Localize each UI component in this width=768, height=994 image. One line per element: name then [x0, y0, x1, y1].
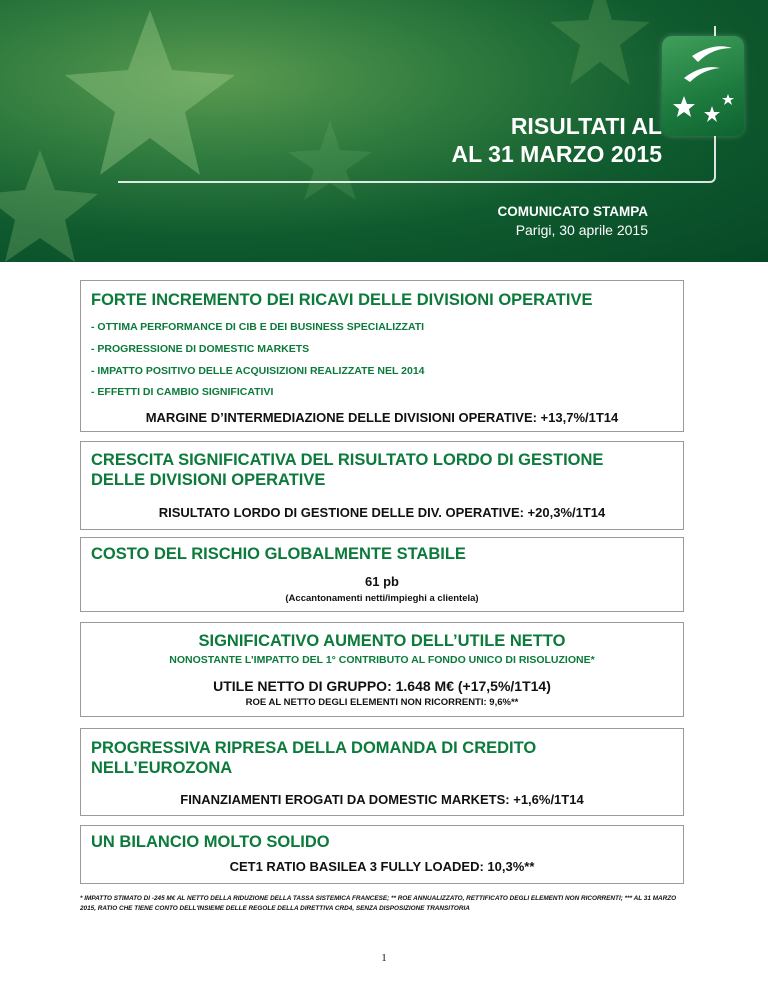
balance-metric: CET1 RATIO BASILEA 3 FULLY LOADED: 10,3%**	[229, 859, 535, 874]
revenues-heading: FORTE INCREMENTO DEI RICAVI DELLE DIVISIONI OPERATIVE	[91, 291, 593, 309]
revenues-bullet: - IMPATTO POSITIVO DELLE ACQUISIZIONI REALIZZATE NEL 2014	[91, 365, 425, 377]
title-line-1: RISULTATI AL	[510, 113, 662, 139]
press-release-label: COMUNICATO STAMPA	[497, 204, 648, 219]
risk-value: 61 pb	[365, 574, 399, 589]
net-income-box	[80, 622, 684, 717]
net-income-heading: SIGNIFICATIVO AUMENTO DELL’UTILE NETTO	[198, 632, 566, 650]
revenues-bullet: - EFFETTI DI CAMBIO SIGNIFICATIVI	[91, 386, 274, 398]
page-number: 1	[381, 952, 387, 964]
title-line-2: AL 31 MARZO 2015	[451, 141, 662, 167]
risk-heading: COSTO DEL RISCHIO GLOBALMENTE STABILE	[91, 545, 466, 563]
credit-metric: FINANZIAMENTI EROGATI DA DOMESTIC MARKETS: +1,6%/1T14	[180, 792, 584, 807]
footnote: * IMPATTO STIMATO DI -245 M€ AL NETTO DELLA RIDUZIONE DELLA TASSA SISTEMICA FRANCESE; ** ROE ANNUALIZZATO, RETTIFICATO DEGLI ELEMENTI NON RICORRENTI; *** AL 31 MARZO 2015, RATIO CHE TIENE CONTO DELL'INSIEME DELLE REGOLE DELLA DIRETTIVA CRD4, SENZA DISPOSIZIONE TRANSITORIA	[80, 895, 677, 912]
revenues-box	[80, 280, 684, 432]
heading-line-1: CRESCITA SIGNIFICATIVA DEL RISULTATO LORDO DI GESTIONE	[91, 451, 604, 469]
balance-box	[80, 825, 684, 884]
heading-line-1: PROGRESSIVA RIPRESA DELLA DOMANDA DI CREDITO	[91, 739, 537, 757]
heading-line-2: DELLE DIVISIONI OPERATIVE	[91, 471, 326, 489]
risk-box	[80, 537, 684, 612]
place-date: Parigi, 30 aprile 2015	[515, 222, 648, 238]
revenues-bullet: - OTTIMA PERFORMANCE DI CIB E DEI BUSINESS SPECIALIZZATI	[91, 321, 425, 333]
page-title	[452, 112, 662, 168]
operating-income-metric: RISULTATO LORDO DI GESTIONE DELLE DIV. OPERATIVE: +20,3%/1T14	[158, 505, 606, 520]
revenues-metric: MARGINE D’INTERMEDIAZIONE DELLE DIVISIONI OPERATIVE: +13,7%/1T14	[145, 410, 619, 425]
stars-logo-icon	[662, 36, 744, 136]
operating-income-box	[80, 441, 684, 530]
operating-income-heading	[91, 450, 603, 490]
net-income-metric: UTILE NETTO DI GRUPPO: 1.648 M€ (+17,5%/1T14)	[213, 678, 551, 694]
credit-heading	[91, 738, 536, 778]
header-banner	[0, 0, 768, 262]
net-income-subheading: NONOSTANTE L’IMPATTO DEL 1° CONTRIBUTO AL FONDO UNICO DI RISOLUZIONE*	[169, 654, 595, 666]
revenues-bullet: - PROGRESSIONE DI DOMESTIC MARKETS	[91, 343, 310, 355]
credit-box	[80, 728, 684, 816]
risk-note: (Accantonamenti netti/impieghi a clientela)	[285, 593, 479, 604]
balance-heading: UN BILANCIO MOLTO SOLIDO	[91, 833, 330, 851]
roe-note: ROE AL NETTO DEGLI ELEMENTI NON RICORRENTI: 9,6%**	[245, 697, 519, 708]
heading-line-2: NELL’EUROZONA	[91, 759, 233, 777]
bank-logo	[662, 36, 744, 136]
